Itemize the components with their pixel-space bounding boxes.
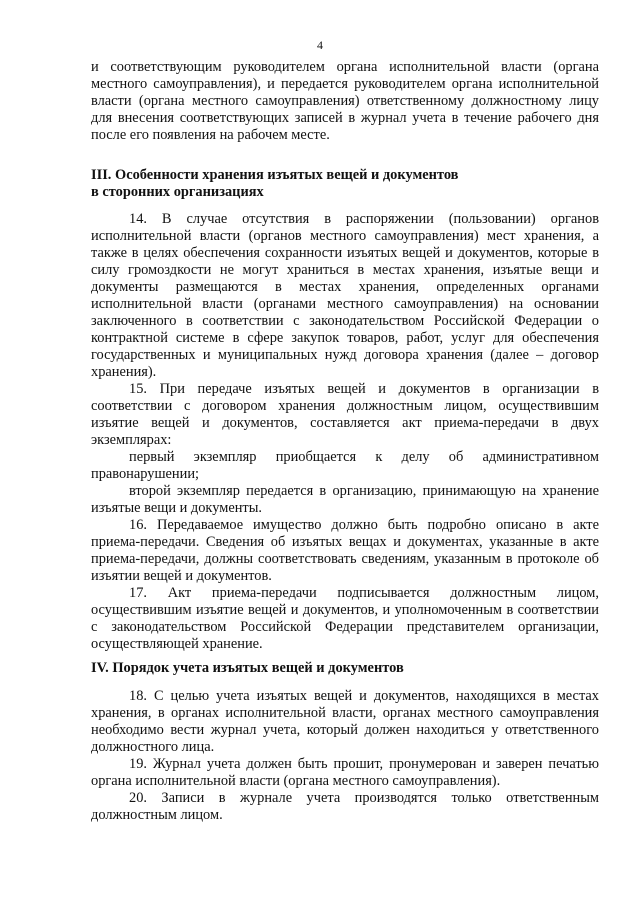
paragraph-19: 19. Журнал учета должен быть прошит, пронумерован и заверен печатью органа исполнительной власти (органа местного самоуправления).	[91, 756, 599, 789]
section-3-title-line-1: III. Особенности хранения изъятых вещей и документов	[91, 167, 459, 183]
section-3-body	[91, 211, 599, 653]
paragraph-15-first-copy: первый экземпляр приобщается к делу об административном правонарушении;	[91, 449, 599, 482]
section-4-body	[91, 688, 599, 824]
paragraph-17: 17. Акт приема-передачи подписывается должностным лицом, осуществившим изъятие вещей и документов, и уполномоченным в соответствии с законодательством Российской Федерации представителем организации, осуществляющей хранение.	[91, 585, 599, 652]
paragraph-15-second-copy: второй экземпляр передается в организацию, принимающую на хранение изъятые вещи и документы.	[91, 483, 599, 516]
paragraph-14: 14. В случае отсутствия в распоряжении (пользовании) органов исполнительной власти (органов местного самоуправления) мест хранения, а также в целях обеспечения сохранности изъятых вещей и документов, которые в силу громоздкости не могут храниться в местах хранения, изъятые вещи и документы размещаются в местах хранения, определенных органами исполнительной власти (органами местного самоуправления) на основании заключенного в соответствии с законодательством Российской Федерации о контрактной системе в сфере закупок товаров, работ, услуг для обеспечения государственных и муниципальных нужд договора хранения (далее – договор хранения).	[91, 211, 599, 380]
section-4-title: IV. Порядок учета изъятых вещей и документов	[91, 660, 404, 676]
paragraph-18: 18. С целью учета изъятых вещей и документов, находящихся в местах хранения, в органах исполнительной власти, органах местного самоуправления необходимо вести журнал учета, который должен находиться у ответственного должностного лица.	[91, 688, 599, 755]
page-number: 4	[317, 38, 323, 52]
section-3-title-line-2: в сторонних организациях	[91, 184, 264, 200]
intro-paragraph: и соответствующим руководителем органа исполнительной власти (органа местного самоуправления), и передается руководителем органа исполнительной власти (органа местного самоуправления) ответственному должностному лицу для внесения соответствующих записей в журнал учета в течение рабочего дня после его появления на рабочем месте.	[91, 59, 599, 143]
paragraph-15: 15. При передаче изъятых вещей и документов в организации в соответствии с договором хранения должностным лицом, осуществившим изъятие вещей и документов, составляется акт приема-передачи в двух экземплярах:	[91, 381, 599, 448]
paragraph-16: 16. Передаваемое имущество должно быть подробно описано в акте приема-передачи. Сведения об изъятых вещах и документах, указанные в акте приема-передачи, должны соответствовать сведениям, указанным в протоколе об изъятии вещей и документов.	[91, 517, 599, 584]
paragraph-20: 20. Записи в журнале учета производятся только ответственным должностным лицом.	[91, 790, 599, 823]
section-4-heading	[91, 660, 599, 677]
intro-block	[91, 59, 599, 144]
section-3-heading	[91, 167, 599, 201]
